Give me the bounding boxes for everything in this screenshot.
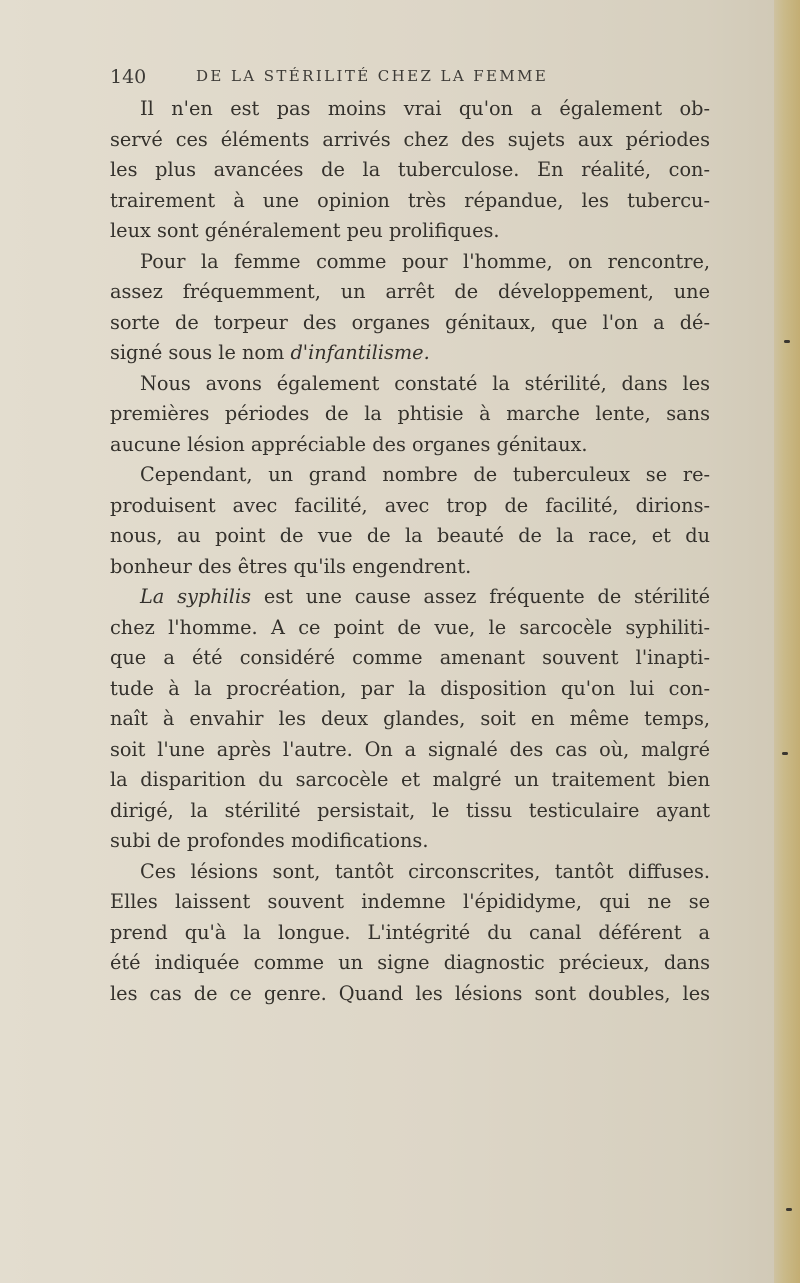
text-line: [110, 338, 710, 369]
page-edge: [774, 0, 800, 1283]
text-line: Ces lésions sont, tantôt circonscrites, tantôt diffuses.: [140, 859, 710, 883]
text-line: trairement à une opinion très répandue, les tubercu-: [110, 188, 710, 212]
text-line: sorte de torpeur des organes génitaux, que l'on a dé-: [110, 310, 710, 334]
text-line: les cas de ce genre. Quand les lésions sont doubles, les: [110, 981, 710, 1005]
text-line: bonheur des êtres qu'ils engendrent.: [110, 554, 472, 578]
page-header: [110, 66, 750, 96]
page-number: 140: [110, 66, 147, 88]
text-line: Cependant, un grand nombre de tuberculeux se re-: [140, 463, 710, 486]
text-fragment: est une cause assez fréquente de stérilité: [251, 585, 710, 608]
text-line: tude à la procréation, par la disposition qu'on lui con-: [110, 676, 710, 700]
text-line: produisent avec facilité, avec trop de facilité, dirions-: [110, 493, 710, 517]
body-text: [110, 94, 710, 1009]
text-line: assez fréquemment, un arrêt de développement, une: [110, 280, 710, 303]
text-line: prend qu'à la longue. L'intégrité du canal déférent a: [110, 920, 710, 944]
running-title: DE LA STÉRILITÉ CHEZ LA FEMME: [196, 67, 549, 85]
text-line: premières périodes de la phtisie à marche lente, sans: [110, 402, 710, 425]
text-line: chez l'homme. A ce point de vue, le sarcocèle syphiliti-: [110, 615, 710, 639]
text-line: Nous avons également constaté la stérilité, dans les: [140, 371, 710, 395]
edge-mark: [784, 340, 790, 343]
edge-mark: [786, 1208, 792, 1211]
text-line: Pour la femme comme pour l'homme, on rencontre,: [140, 249, 710, 273]
text-line: leux sont généralement peu prolifiques.: [110, 219, 500, 242]
text-line: [110, 582, 710, 613]
text-line: subi de profondes modifications.: [110, 829, 429, 852]
text-line: la disparition du sarcocèle et malgré un traitement bien: [110, 768, 710, 791]
edge-mark: [782, 752, 788, 755]
text-line: soit l'une après l'autre. On a signalé des cas où, malgré: [110, 737, 710, 761]
text-line: Elles laissent souvent indemne l'épididyme, qui ne se: [110, 890, 710, 913]
text-line: les plus avancées de la tuberculose. En réalité, con-: [110, 158, 710, 181]
italic-term: La syphilis: [140, 585, 252, 608]
text-line: servé ces éléments arrivés chez des sujets aux périodes: [110, 127, 710, 151]
italic-term: d'infantilisme.: [290, 341, 430, 364]
text-line: nous, au point de vue de la beauté de la race, et du: [110, 524, 710, 547]
text-line: naît à envahir les deux glandes, soit en même temps,: [110, 707, 710, 730]
text-line: aucune lésion appréciable des organes génitaux.: [110, 432, 588, 456]
text-fragment: signé sous le nom: [110, 341, 291, 364]
text-line: Il n'en est pas moins vrai qu'on a également ob-: [140, 97, 710, 120]
text-line: dirigé, la stérilité persistait, le tissu testiculaire ayant: [110, 798, 710, 822]
text-line: que a été considéré comme amenant souvent l'inapti-: [110, 646, 710, 669]
text-line: été indiquée comme un signe diagnostic précieux, dans: [110, 951, 710, 974]
